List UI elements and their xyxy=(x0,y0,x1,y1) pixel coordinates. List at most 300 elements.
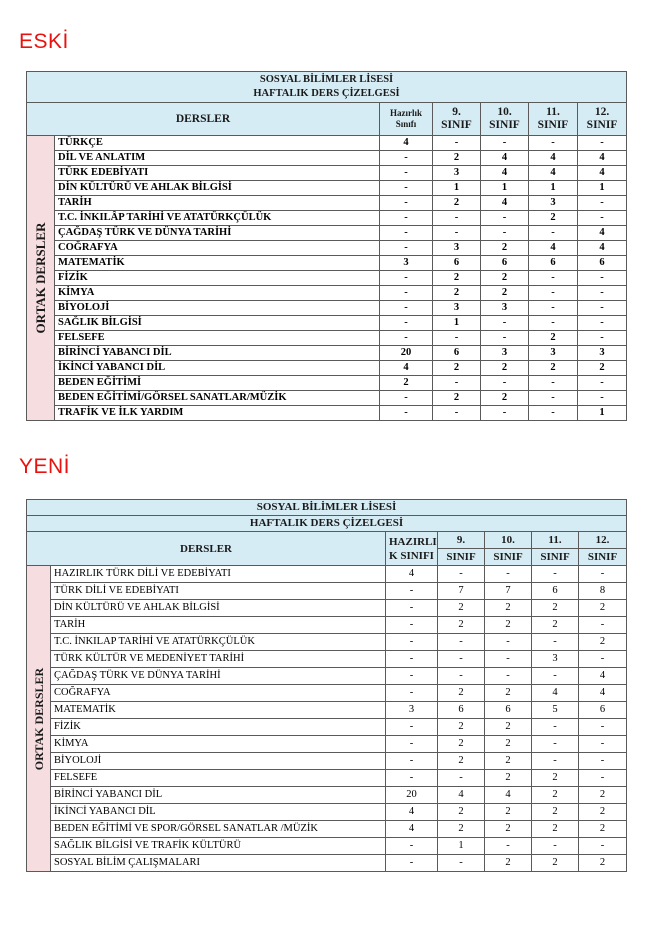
prep-hours-cell: 4 xyxy=(386,566,438,583)
dersler-header: DERSLER xyxy=(27,532,386,566)
grade-12-hours-cell: 4 xyxy=(578,226,627,241)
grade-9-hours-cell: - xyxy=(433,376,481,391)
course-name: KİMYA xyxy=(55,286,380,301)
course-name: FELSEFE xyxy=(51,770,386,787)
table-row xyxy=(27,166,627,181)
prep-hours-cell: 3 xyxy=(380,256,433,271)
grade-11-hours-cell: 2 xyxy=(532,617,579,634)
grade-9-hours-cell: 1 xyxy=(438,838,485,855)
grade-10-hours-cell: 2 xyxy=(481,241,529,256)
grade-num: 12. xyxy=(594,106,610,118)
grade-12-hours-cell: 8 xyxy=(579,583,627,600)
grade-12-hours-cell: - xyxy=(578,211,627,226)
prep-header-line-2: Sınıfı xyxy=(395,119,417,129)
grade-12-hours-cell: - xyxy=(579,770,627,787)
grade-12-hours-cell: 4 xyxy=(578,241,627,256)
grade-word: SINIF xyxy=(586,119,618,131)
prep-hours-cell: - xyxy=(380,391,433,406)
prep-hours-cell: 4 xyxy=(380,361,433,376)
grade-11-hours-cell: 2 xyxy=(532,787,579,804)
table-row xyxy=(27,316,627,331)
grade-10-hours-cell: - xyxy=(481,316,529,331)
grade-10-hours-cell: 2 xyxy=(485,719,532,736)
grade-12-hours-cell: 6 xyxy=(579,702,627,719)
prep-hours-cell: 4 xyxy=(386,804,438,821)
course-name: FİZİK xyxy=(55,271,380,286)
grade-12-hours-cell: 2 xyxy=(579,634,627,651)
prep-hours-cell: - xyxy=(380,286,433,301)
grade-12-hours-cell: 2 xyxy=(578,361,627,376)
grade-11-hours-cell: 4 xyxy=(529,151,578,166)
grade-11-hours-cell: - xyxy=(529,286,578,301)
table-row xyxy=(27,787,627,804)
prep-hours-cell: - xyxy=(386,634,438,651)
grade-9-hours-cell: 4 xyxy=(438,787,485,804)
grade-9-hours-cell: 3 xyxy=(433,241,481,256)
grade-11-hours-cell: 5 xyxy=(532,702,579,719)
table-row xyxy=(27,331,627,346)
grade-12-hours-cell: 6 xyxy=(578,256,627,271)
prep-hours-cell: 3 xyxy=(386,702,438,719)
grade-9-hours-cell: - xyxy=(438,634,485,651)
grade-12-hours-cell: - xyxy=(579,719,627,736)
grade-word: SINIF xyxy=(537,119,569,131)
course-name: TARİH xyxy=(51,617,386,634)
table-row xyxy=(27,406,627,421)
grade-12-hours-cell: 2 xyxy=(579,804,627,821)
side-label-text: ORTAK DERSLER xyxy=(31,667,46,770)
grade-11-hours-cell: - xyxy=(529,406,578,421)
grade-11-hours-cell: 2 xyxy=(532,600,579,617)
course-name: BİYOLOJİ xyxy=(55,301,380,316)
course-name: DİN KÜLTÜRÜ VE AHLAK BİLGİSİ xyxy=(51,600,386,617)
table-row xyxy=(27,685,627,702)
course-name: FİZİK xyxy=(51,719,386,736)
prep-hours-cell: - xyxy=(380,181,433,196)
grade-11-hours-cell: 4 xyxy=(529,166,578,181)
grade-11-hours-cell: 6 xyxy=(532,583,579,600)
table-row xyxy=(27,838,627,855)
course-name: TÜRKÇE xyxy=(55,136,380,151)
grade-10-hours-cell: - xyxy=(485,651,532,668)
prep-hours-cell: - xyxy=(386,583,438,600)
table-row xyxy=(27,821,627,838)
grade-11-header xyxy=(529,103,578,136)
grade-10-hours-cell: 2 xyxy=(481,361,529,376)
grade-11-hours-cell: - xyxy=(532,566,579,583)
grade-11-hours-cell: 2 xyxy=(529,211,578,226)
grade-12-hours-cell: 1 xyxy=(578,406,627,421)
grade-10-hours-cell: 2 xyxy=(485,600,532,617)
prep-hours-cell: - xyxy=(386,651,438,668)
prep-class-header xyxy=(386,532,438,566)
grade-11-hours-cell: 2 xyxy=(529,361,578,376)
table-row xyxy=(27,634,627,651)
grade-12-hours-cell: - xyxy=(578,286,627,301)
grade-9-hours-cell: 2 xyxy=(438,617,485,634)
table-row xyxy=(27,286,627,301)
prep-hours-cell: - xyxy=(386,668,438,685)
grade-10-hours-cell: 2 xyxy=(485,685,532,702)
grade-11-hours-cell: 3 xyxy=(529,196,578,211)
table-row xyxy=(27,361,627,376)
grade-11-hours-cell: 2 xyxy=(532,804,579,821)
title-line-2: HAFTALIK DERS ÇİZELGESİ xyxy=(253,88,400,99)
grade-12-header xyxy=(578,103,627,136)
grade-11-hours-cell: - xyxy=(529,391,578,406)
grade-9-hours-cell: 6 xyxy=(433,256,481,271)
prep-hours-cell: - xyxy=(386,736,438,753)
grade-10-hours-cell: - xyxy=(485,634,532,651)
course-name: COĞRAFYA xyxy=(55,241,380,256)
grade-11-hours-cell: 2 xyxy=(532,821,579,838)
grade-12-hours-cell: 4 xyxy=(578,151,627,166)
course-name: İKİNCİ YABANCI DİL xyxy=(51,804,386,821)
table-title-line-1: SOSYAL BİLİMLER LİSESİ xyxy=(27,500,627,516)
prep-header-line-2: K SINIFI xyxy=(389,549,434,562)
grade-9-hours-cell: - xyxy=(438,651,485,668)
grade-12-hours-cell: - xyxy=(578,196,627,211)
grade-9-hours-cell: - xyxy=(433,211,481,226)
grade-9-hours-cell: - xyxy=(433,331,481,346)
grade-10-hours-cell: - xyxy=(481,136,529,151)
table-row xyxy=(27,736,627,753)
grade-10-hours-cell: 2 xyxy=(485,821,532,838)
grade-9-hours-cell: 2 xyxy=(438,821,485,838)
grade-12-hours-cell: 1 xyxy=(578,181,627,196)
table-row xyxy=(27,719,627,736)
grade-10-hours-cell: 2 xyxy=(485,804,532,821)
grade-10-hours-cell: - xyxy=(481,211,529,226)
grade-12-hours-cell: 2 xyxy=(579,855,627,872)
course-name: SAĞLIK BİLGİSİ VE TRAFİK KÜLTÜRÜ xyxy=(51,838,386,855)
prep-hours-cell: - xyxy=(386,617,438,634)
prep-hours-cell: - xyxy=(380,166,433,181)
yeni-schedule-table xyxy=(26,499,627,872)
grade-10-header xyxy=(481,103,529,136)
dersler-header: DERSLER xyxy=(27,103,380,136)
course-name: BEDEN EĞİTİMİ VE SPOR/GÖRSEL SANATLAR /MÜZİK xyxy=(51,821,386,838)
course-name: ÇAĞDAŞ TÜRK VE DÜNYA TARİHİ xyxy=(51,668,386,685)
grade-11-hours-cell: - xyxy=(529,376,578,391)
grade-11-hours-cell: - xyxy=(529,226,578,241)
grade-word: SINIF xyxy=(489,119,520,131)
grade-11-hours-cell: - xyxy=(532,668,579,685)
table-row xyxy=(27,271,627,286)
title-line-1: SOSYAL BİLİMLER LİSESİ xyxy=(259,74,394,85)
prep-hours-cell: - xyxy=(380,226,433,241)
grade-10-hours-cell: - xyxy=(481,406,529,421)
course-name: TARİH xyxy=(55,196,380,211)
grade-10-hours-cell: 2 xyxy=(485,770,532,787)
grade-10-hours-cell: 6 xyxy=(481,256,529,271)
grade-9-hours-cell: - xyxy=(438,855,485,872)
grade-11-hours-cell: - xyxy=(529,271,578,286)
grade-12-hours-cell: 3 xyxy=(578,346,627,361)
course-name: KİMYA xyxy=(51,736,386,753)
prep-hours-cell: - xyxy=(386,770,438,787)
grade-10-hours-cell: - xyxy=(485,668,532,685)
grade-10-hours-cell: 4 xyxy=(481,166,529,181)
prep-hours-cell: - xyxy=(386,855,438,872)
table-row xyxy=(27,256,627,271)
table-row xyxy=(27,226,627,241)
grade-10-hours-cell: 7 xyxy=(485,583,532,600)
course-name: DİN KÜLTÜRÜ VE AHLAK BİLGİSİ xyxy=(55,181,380,196)
grade-11-hours-cell: - xyxy=(532,753,579,770)
prep-hours-cell: - xyxy=(380,151,433,166)
grade-11-hours-cell: 4 xyxy=(532,685,579,702)
grade-9-hours-cell: 3 xyxy=(433,166,481,181)
table-row xyxy=(27,301,627,316)
prep-hours-cell: - xyxy=(380,331,433,346)
grade-11-hours-cell: - xyxy=(532,719,579,736)
course-name: T.C. İNKILAP TARİHİ VE ATATÜRKÇÜLÜK xyxy=(51,634,386,651)
grade-12-hours-cell: 4 xyxy=(579,685,627,702)
grade-10-hours-cell: 3 xyxy=(481,346,529,361)
table-row xyxy=(27,617,627,634)
prep-hours-cell: - xyxy=(380,196,433,211)
grade-9-hours-cell: 1 xyxy=(433,316,481,331)
prep-hours-cell: - xyxy=(386,838,438,855)
grade-10-hours-cell: - xyxy=(485,838,532,855)
grade-num: 11. xyxy=(546,106,560,118)
grade-9-hours-cell: - xyxy=(438,566,485,583)
table-row xyxy=(27,241,627,256)
prep-hours-cell: - xyxy=(380,406,433,421)
grade-12-num: 12. xyxy=(579,532,627,549)
grade-10-hours-cell: 6 xyxy=(485,702,532,719)
course-name: BEDEN EĞİTİMİ/GÖRSEL SANATLAR/MÜZİK xyxy=(55,391,380,406)
course-name: SOSYAL BİLİM ÇALIŞMALARI xyxy=(51,855,386,872)
grade-10-hours-cell: - xyxy=(481,331,529,346)
course-name: MATEMATİK xyxy=(55,256,380,271)
grade-12-hours-cell: - xyxy=(579,838,627,855)
table-row xyxy=(27,804,627,821)
prep-hours-cell: - xyxy=(386,685,438,702)
grade-11-hours-cell: - xyxy=(529,316,578,331)
prep-hours-cell: 20 xyxy=(380,346,433,361)
grade-12-hours-cell: - xyxy=(579,753,627,770)
grade-11-hours-cell: 3 xyxy=(529,346,578,361)
grade-9-hours-cell: 2 xyxy=(438,685,485,702)
grade-11-hours-cell: 3 xyxy=(532,651,579,668)
grade-10-hours-cell: 4 xyxy=(485,787,532,804)
grade-12-hours-cell: - xyxy=(578,271,627,286)
prep-hours-cell: - xyxy=(380,316,433,331)
ortak-dersler-side-label xyxy=(27,566,51,872)
table-row xyxy=(27,855,627,872)
course-name: BİYOLOJİ xyxy=(51,753,386,770)
grade-9-hours-cell: 3 xyxy=(433,301,481,316)
grade-9-hours-cell: 2 xyxy=(433,361,481,376)
prep-hours-cell: - xyxy=(386,719,438,736)
eski-schedule-table xyxy=(26,71,627,421)
grade-10-hours-cell: 3 xyxy=(481,301,529,316)
grade-9-hours-cell: - xyxy=(438,668,485,685)
grade-9-hours-cell: 6 xyxy=(433,346,481,361)
grade-word: SINIF xyxy=(441,119,472,131)
grade-10-hours-cell: 2 xyxy=(481,286,529,301)
grade-num: 9. xyxy=(452,106,461,118)
grade-9-hours-cell: 2 xyxy=(433,286,481,301)
grade-9-hours-cell: 7 xyxy=(438,583,485,600)
grade-12-hours-cell: 2 xyxy=(579,787,627,804)
grade-12-hours-cell: - xyxy=(578,391,627,406)
grade-12-hours-cell: 2 xyxy=(579,600,627,617)
prep-hours-cell: - xyxy=(386,753,438,770)
grade-12-hours-cell: 4 xyxy=(578,166,627,181)
grade-12-hours-cell: - xyxy=(579,566,627,583)
prep-hours-cell: 4 xyxy=(380,136,433,151)
grade-11-hours-cell: 1 xyxy=(529,181,578,196)
table-row xyxy=(27,181,627,196)
prep-header-line-1: Hazırlık xyxy=(390,108,422,118)
course-name: ÇAĞDAŞ TÜRK VE DÜNYA TARİHİ xyxy=(55,226,380,241)
grade-12-hours-cell: - xyxy=(579,617,627,634)
grade-9-hours-cell: 1 xyxy=(433,181,481,196)
table-row xyxy=(27,668,627,685)
grade-9-word: SINIF xyxy=(438,549,485,566)
prep-hours-cell: 4 xyxy=(386,821,438,838)
table-row xyxy=(27,346,627,361)
grade-9-hours-cell: 2 xyxy=(433,151,481,166)
grade-10-hours-cell: 2 xyxy=(481,391,529,406)
course-name: DİL VE ANLATIM xyxy=(55,151,380,166)
prep-hours-cell: - xyxy=(380,241,433,256)
course-name: TÜRK EDEBİYATI xyxy=(55,166,380,181)
table-row xyxy=(27,651,627,668)
course-name: MATEMATİK xyxy=(51,702,386,719)
grade-12-hours-cell: - xyxy=(578,331,627,346)
grade-11-hours-cell: - xyxy=(532,634,579,651)
course-name: HAZIRLIK TÜRK DİLİ VE EDEBİYATI xyxy=(51,566,386,583)
grade-9-hours-cell: 2 xyxy=(438,804,485,821)
grade-10-hours-cell: - xyxy=(485,566,532,583)
grade-9-hours-cell: 2 xyxy=(433,271,481,286)
grade-11-hours-cell: 2 xyxy=(532,855,579,872)
grade-9-hours-cell: 2 xyxy=(438,719,485,736)
grade-10-hours-cell: 2 xyxy=(485,753,532,770)
grade-10-num: 10. xyxy=(485,532,532,549)
prep-hours-cell: 20 xyxy=(386,787,438,804)
grade-9-hours-cell: - xyxy=(433,226,481,241)
grade-9-num: 9. xyxy=(438,532,485,549)
course-name: TRAFİK VE İLK YARDIM xyxy=(55,406,380,421)
table-row xyxy=(27,566,627,583)
eski-label: ESKİ xyxy=(19,30,69,53)
yeni-label: YENİ xyxy=(19,455,71,478)
grade-9-hours-cell: 2 xyxy=(433,196,481,211)
prep-hours-cell: - xyxy=(380,211,433,226)
grade-11-word: SINIF xyxy=(532,549,579,566)
grade-10-hours-cell: 2 xyxy=(485,855,532,872)
grade-11-hours-cell: - xyxy=(529,136,578,151)
course-name: BİRİNCİ YABANCI DİL xyxy=(51,787,386,804)
grade-12-hours-cell: - xyxy=(578,316,627,331)
grade-11-hours-cell: - xyxy=(532,736,579,753)
grade-11-hours-cell: 6 xyxy=(529,256,578,271)
grade-10-hours-cell: 1 xyxy=(481,181,529,196)
grade-10-hours-cell: 4 xyxy=(481,196,529,211)
grade-9-hours-cell: - xyxy=(433,136,481,151)
grade-12-hours-cell: - xyxy=(578,301,627,316)
course-name: İKİNCİ YABANCI DİL xyxy=(55,361,380,376)
grade-12-hours-cell: - xyxy=(579,651,627,668)
grade-num: 10. xyxy=(497,106,512,118)
course-name: TÜRK KÜLTÜR VE MEDENİYET TARİHİ xyxy=(51,651,386,668)
table-row xyxy=(27,211,627,226)
grade-9-hours-cell: - xyxy=(438,770,485,787)
grade-9-header xyxy=(433,103,481,136)
table-row xyxy=(27,376,627,391)
grade-9-hours-cell: 2 xyxy=(433,391,481,406)
table-title-line-2: HAFTALIK DERS ÇİZELGESİ xyxy=(27,516,627,532)
grade-10-hours-cell: 4 xyxy=(481,151,529,166)
grade-9-hours-cell: 6 xyxy=(438,702,485,719)
table-row xyxy=(27,702,627,719)
grade-10-word: SINIF xyxy=(485,549,532,566)
table-row xyxy=(27,753,627,770)
prep-hours-cell: - xyxy=(380,301,433,316)
grade-11-hours-cell: - xyxy=(532,838,579,855)
prep-class-header xyxy=(380,103,433,136)
grade-10-hours-cell: 2 xyxy=(481,271,529,286)
course-name: FELSEFE xyxy=(55,331,380,346)
grade-12-hours-cell: - xyxy=(578,136,627,151)
grade-10-hours-cell: 2 xyxy=(485,736,532,753)
table-row xyxy=(27,151,627,166)
grade-11-hours-cell: 2 xyxy=(532,770,579,787)
grade-9-hours-cell: - xyxy=(433,406,481,421)
table-row xyxy=(27,770,627,787)
course-name: BİRİNCİ YABANCI DİL xyxy=(55,346,380,361)
table-row xyxy=(27,136,627,151)
grade-9-hours-cell: 2 xyxy=(438,753,485,770)
course-name: TÜRK DİLİ VE EDEBİYATI xyxy=(51,583,386,600)
grade-12-hours-cell: 2 xyxy=(579,821,627,838)
grade-11-num: 11. xyxy=(532,532,579,549)
grade-12-word: SINIF xyxy=(579,549,627,566)
table-row xyxy=(27,600,627,617)
course-name: BEDEN EĞİTİMİ xyxy=(55,376,380,391)
grade-9-hours-cell: 2 xyxy=(438,600,485,617)
side-label-text: ORTAK DERSLER xyxy=(32,222,48,334)
grade-11-hours-cell: 4 xyxy=(529,241,578,256)
course-name: COĞRAFYA xyxy=(51,685,386,702)
course-name: SAĞLIK BİLGİSİ xyxy=(55,316,380,331)
grade-12-hours-cell: - xyxy=(579,736,627,753)
grade-9-hours-cell: 2 xyxy=(438,736,485,753)
prep-hours-cell: - xyxy=(386,600,438,617)
grade-10-hours-cell: 2 xyxy=(485,617,532,634)
grade-12-hours-cell: - xyxy=(578,376,627,391)
prep-hours-cell: 2 xyxy=(380,376,433,391)
grade-11-hours-cell: - xyxy=(529,301,578,316)
table-row xyxy=(27,583,627,600)
table-row xyxy=(27,391,627,406)
prep-header-line-1: HAZIRLI xyxy=(389,535,437,548)
grade-11-hours-cell: 2 xyxy=(529,331,578,346)
table-row xyxy=(27,196,627,211)
grade-12-hours-cell: 4 xyxy=(579,668,627,685)
course-name: T.C. İNKILÂP TARİHİ VE ATATÜRKÇÜLÜK xyxy=(55,211,380,226)
ortak-dersler-side-label xyxy=(27,136,55,421)
prep-hours-cell: - xyxy=(380,271,433,286)
grade-10-hours-cell: - xyxy=(481,376,529,391)
table-title xyxy=(27,72,627,103)
grade-10-hours-cell: - xyxy=(481,226,529,241)
